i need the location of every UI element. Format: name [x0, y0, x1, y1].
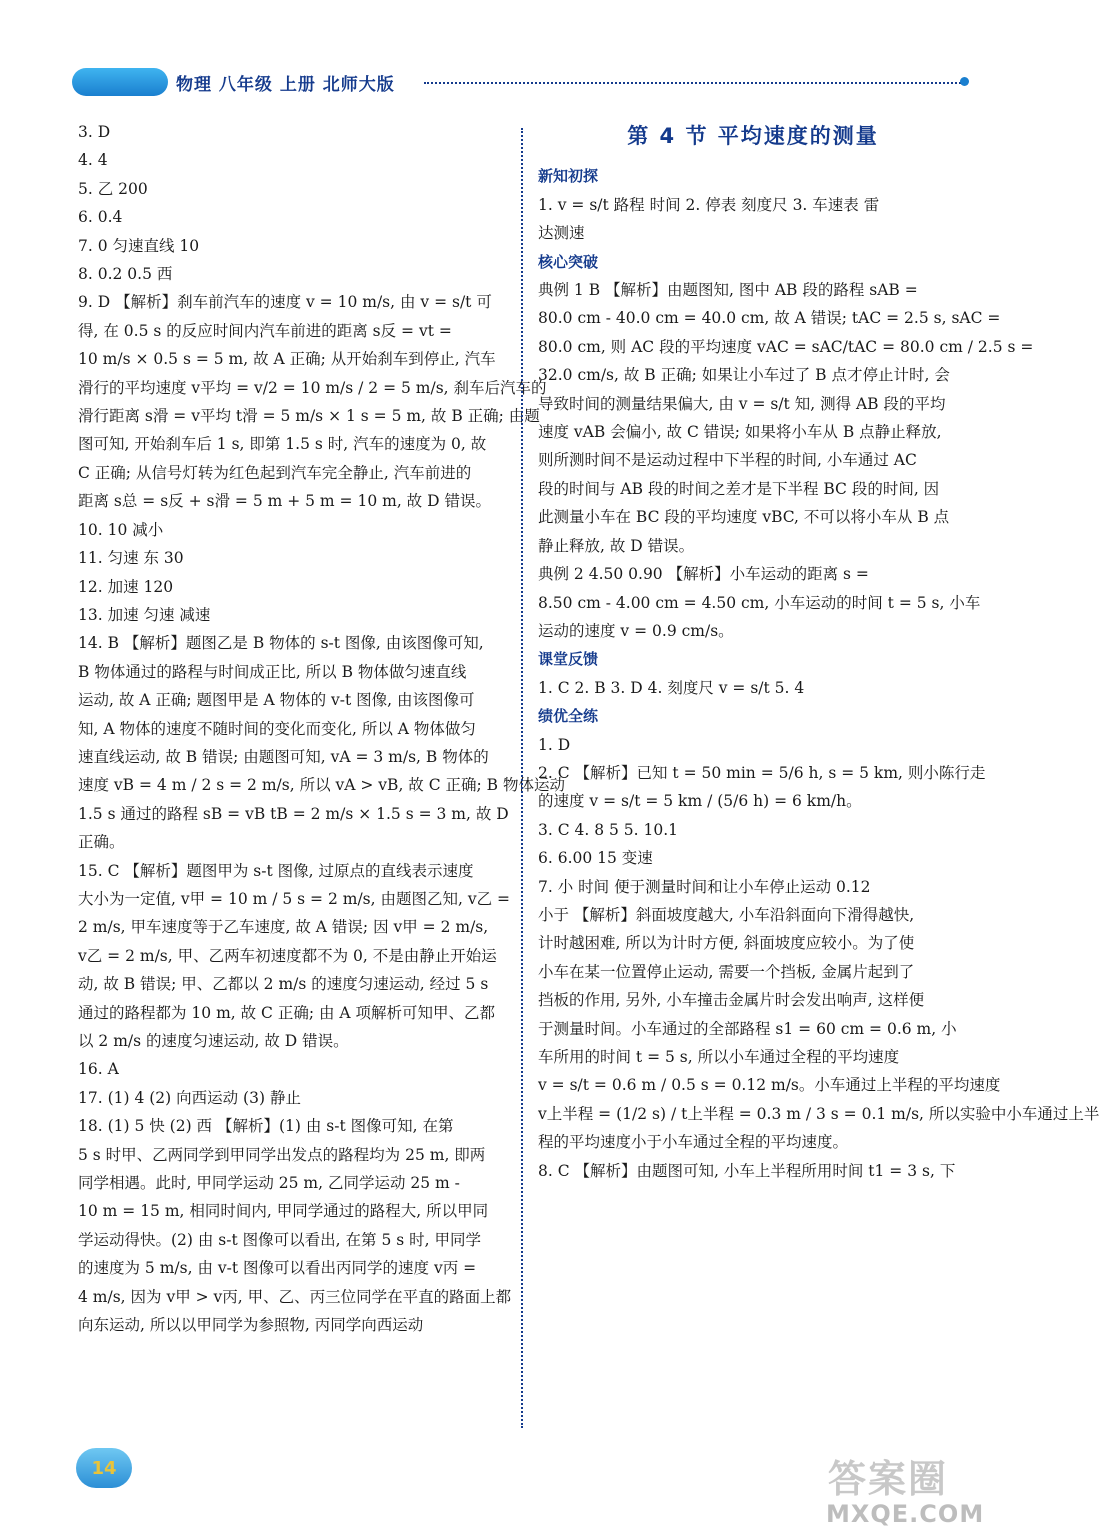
section-title: 第 4 节 平均速度的测量	[627, 124, 879, 148]
text-line: 学运动得快。(2) 由 s-t 图像可以看出, 在第 5 s 时, 甲同学	[78, 1230, 481, 1249]
watermark-url: MXQE.COM	[826, 1500, 985, 1528]
text-line: 达测速	[538, 224, 585, 243]
text-line: 7. 小 时间 便于测量时间和让小车停止运动 0.12	[538, 877, 871, 896]
text-line: 运动, 故 A 正确; 题图甲是 A 物体的 v-t 图像, 由该图像可	[78, 691, 475, 710]
text-line: v = s/t = 0.6 m / 0.5 s = 0.12 m/s。小车通过上半程的平均速度	[538, 1076, 1001, 1095]
text-line: 同学相遇。此时, 甲同学运动 25 m, 乙同学运动 25 m -	[78, 1174, 460, 1193]
text-line: C 正确; 从信号灯转为红色起到汽车完全静止, 汽车前进的	[78, 463, 472, 482]
text-line: 知, A 物体的速度不随时间的变化而变化, 所以 A 物体做匀	[78, 719, 476, 738]
text-line: 车所用的时间 t = 5 s, 所以小车通过全程的平均速度	[538, 1048, 900, 1066]
text-line: 5 s 时甲、乙两同学到甲同学出发点的路程均为 25 m, 即两	[78, 1145, 486, 1164]
text-line: 典例 1 B 【解析】由题图知, 图中 AB 段的路程 sAB =	[538, 281, 918, 300]
text-line: 4 m/s, 因为 v甲 > v丙, 甲、乙、丙三位同学在平直的路面上都	[78, 1287, 512, 1306]
text-line: 于测量时间。小车通过的全部路程 s1 = 60 cm = 0.6 m, 小	[538, 1019, 957, 1038]
text-line: 80.0 cm, 则 AC 段的平均速度 vAC = sAC/tAC = 80.0 cm / 2.5 s =	[538, 337, 1034, 356]
text-line: 速直线运动, 故 B 错误; 由题图可知, vA = 3 m/s, B 物体的	[78, 747, 489, 766]
text-line: 1. C 2. B 3. D 4. 刻度尺 v = s/t 5. 4	[538, 678, 805, 697]
text-line: 6. 0.4	[78, 208, 123, 227]
heading-hexin: 核心突破	[538, 252, 599, 271]
text-line: 小于 【解析】斜面坡度越大, 小车沿斜面向下滑得越快,	[538, 905, 915, 924]
header-dot-icon	[960, 77, 969, 86]
text-line: 速度 vB = 4 m / 2 s = 2 m/s, 所以 vA > vB, 故 C 正确; B 物体运动	[78, 776, 565, 795]
text-line: 向东运动, 所以以甲同学为参照物, 丙同学向西运动	[78, 1316, 424, 1335]
text-line: 1. D	[538, 735, 571, 754]
header-title: 物理 八年级 上册 北师大版	[176, 75, 395, 95]
text-line: 典例 2 4.50 0.90 【解析】小车运动的距离 s =	[538, 565, 869, 584]
text-line: 1. v = s/t 路程 时间 2. 停表 刻度尺 3. 车速表 雷	[538, 195, 880, 214]
text-line: 4. 4	[78, 151, 108, 170]
text-line: v上半程 = (1/2 s) / t上半程 = 0.3 m / 3 s = 0.1 m/s, 所以实验中小车通过上半	[538, 1104, 1099, 1123]
xinzhi-answers	[538, 191, 968, 248]
text-line: 15. C 【解析】题图甲为 s-t 图像, 过原点的直线表示速度	[78, 861, 474, 880]
text-line: 5. 乙 200	[78, 179, 148, 198]
hexin-answers	[538, 276, 1034, 645]
page-number: 14	[76, 1448, 132, 1488]
watermark-logo	[820, 1448, 985, 1534]
text-line: 此测量小车在 BC 段的平均速度 vBC, 不可以将小车从 B 点	[538, 508, 950, 527]
text-line: 图可知, 开始刹车后 1 s, 即第 1.5 s 时, 汽车的速度为 0, 故	[78, 435, 487, 454]
text-line: 得, 在 0.5 s 的反应时间内汽车前进的距离 s反 = vt =	[78, 321, 452, 340]
jiyou-answers	[538, 731, 1099, 1186]
watermark-text: 答案圈	[828, 1457, 949, 1501]
text-line: B 物体通过的路程与时间成正比, 所以 B 物体做匀速直线	[78, 662, 467, 681]
text-line: 14. B 【解析】题图乙是 B 物体的 s-t 图像, 由该图像可知,	[78, 634, 484, 653]
ketang-answers	[538, 674, 968, 702]
text-line: 导致时间的测量结果偏大, 由 v = s/t 知, 测得 AB 段的平均	[538, 394, 946, 413]
text-line: 2 m/s, 甲车速度等于乙车速度, 故 A 错误; 因 v甲 = 2 m/s,	[78, 918, 489, 937]
text-line: 运动的速度 v = 0.9 cm/s。	[538, 621, 734, 640]
text-line: v乙 = 2 m/s, 甲、乙两车初速度都不为 0, 不是由静止开始运	[78, 946, 497, 965]
text-line: 12. 加速 120	[78, 577, 174, 596]
text-line: 静止释放, 故 D 错误。	[538, 536, 695, 555]
text-line: 以 2 m/s 的速度匀速运动, 故 D 错误。	[78, 1032, 349, 1050]
text-line: 32.0 cm/s, 故 B 正确; 如果让小车过了 B 点才停止计时, 会	[538, 366, 950, 385]
text-line: 10 m/s × 0.5 s = 5 m, 故 A 正确; 从开始刹车到停止, 汽车	[78, 350, 496, 369]
text-line: 程的平均速度小于小车通过全程的平均速度。	[538, 1133, 849, 1152]
text-line: 10. 10 减小	[78, 520, 164, 539]
text-line: 80.0 cm - 40.0 cm = 40.0 cm, 故 A 错误; tAC = 2.5 s, sAC =	[538, 309, 1001, 328]
text-line: 的速度 v = s/t = 5 km / (5/6 h) = 6 km/h。	[538, 792, 862, 811]
text-line: 大小为一定值, v甲 = 10 m / 5 s = 2 m/s, 由题图乙知, v乙 =	[78, 889, 511, 908]
text-line: 9. D 【解析】刹车前汽车的速度 v = 10 m/s, 由 v = s/t 可	[78, 293, 492, 312]
heading-ketang: 课堂反馈	[538, 650, 599, 669]
text-line: 速度 vAB 会偏小, 故 C 错误; 如果将小车从 B 点静止释放,	[538, 423, 942, 442]
text-line: 则所测时间不是运动过程中下半程的时间, 小车通过 AC	[538, 451, 917, 470]
text-line: 计时越困难, 所以为计时方便, 斜面坡度应较小。为了使	[538, 934, 915, 953]
text-line: 6. 6.00 15 变速	[538, 849, 653, 868]
header-badge	[72, 68, 168, 96]
text-line: 17. (1) 4 (2) 向西运动 (3) 静止	[78, 1088, 301, 1107]
text-line: 3. D	[78, 123, 111, 141]
text-line: 挡板的作用, 另外, 小车撞击金属片时会发出响声, 这样便	[538, 991, 925, 1010]
text-line: 动, 故 B 错误; 甲、乙都以 2 m/s 的速度匀速运动, 经过 5 s	[78, 975, 489, 994]
text-line: 10 m = 15 m, 相同时间内, 甲同学通过的路程大, 所以甲同	[78, 1202, 489, 1221]
right-column	[538, 118, 1099, 1185]
text-line: 11. 匀速 东 30	[78, 549, 184, 568]
text-line: 段的时间与 AB 段的时间之差才是下半程 BC 段的时间, 因	[538, 479, 940, 498]
text-line: 3. C 4. 8 5 5. 10.1	[538, 820, 679, 839]
text-line: 7. 0 匀速直线 10	[78, 236, 200, 255]
text-line: 8.50 cm - 4.00 cm = 4.50 cm, 小车运动的时间 t = 5 s, 小车	[538, 593, 981, 612]
text-line: 16. A	[78, 1060, 119, 1079]
text-line: 8. 0.2 0.5 西	[78, 265, 173, 284]
heading-jiyou: 绩优全练	[538, 707, 599, 726]
heading-xinzhi: 新知初探	[538, 167, 599, 186]
text-line: 正确。	[78, 833, 125, 852]
text-line: 2. C 【解析】已知 t = 50 min = 5/6 h, s = 5 km, 则小陈行走	[538, 763, 986, 782]
text-line: 13. 加速 匀速 减速	[78, 605, 211, 624]
text-line: 滑行的平均速度 v平均 = v/2 = 10 m/s / 2 = 5 m/s, 刹车后汽车的	[78, 378, 547, 397]
text-line: 8. C 【解析】由题图可知, 小车上半程所用时间 t1 = 3 s, 下	[538, 1161, 956, 1180]
page-header	[72, 64, 972, 100]
text-line: 1.5 s 通过的路程 sB = vB tB = 2 m/s × 1.5 s = 3 m, 故 D	[78, 804, 509, 823]
text-line: 小车在某一位置停止运动, 需要一个挡板, 金属片起到了	[538, 962, 915, 981]
text-line: 18. (1) 5 快 (2) 西 【解析】(1) 由 s-t 图像可知, 在第	[78, 1117, 454, 1136]
column-divider	[521, 128, 523, 1428]
header-dotted-rule	[424, 82, 964, 84]
text-line: 滑行距离 s滑 = v平均 t滑 = 5 m/s × 1 s = 5 m, 故 B 正确; 由题	[78, 407, 540, 426]
text-line: 距离 s总 = s反 + s滑 = 5 m + 5 m = 10 m, 故 D 错误。	[78, 492, 491, 511]
text-line: 通过的路程都为 10 m, 故 C 正确; 由 A 项解析可知甲、乙都	[78, 1003, 496, 1022]
text-line: 的速度为 5 m/s, 由 v-t 图像可以看出丙同学的速度 v丙 =	[78, 1259, 477, 1278]
